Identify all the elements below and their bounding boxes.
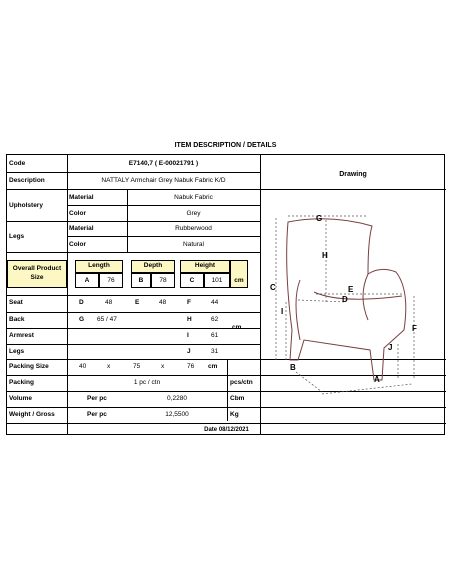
- packing-x1: x: [107, 363, 111, 370]
- weight-label: Weight / Gross: [9, 411, 55, 418]
- upholstery-label: Upholstery: [9, 202, 43, 209]
- g-letter: G: [79, 316, 85, 323]
- code-label: Code: [9, 160, 26, 167]
- c-letter: C: [189, 277, 195, 284]
- upholstery-material-label: Material: [69, 194, 94, 201]
- b-value: 78: [159, 277, 167, 284]
- description-value: NATTALY Armchair Grey Nabuk Fabric K/D: [101, 177, 226, 184]
- seat-label: Seat: [9, 299, 23, 306]
- i-value: 61: [211, 332, 219, 339]
- g-value: 65 / 47: [97, 316, 117, 323]
- weight-value: 12,5500: [165, 411, 189, 418]
- dim-line-b: [296, 372, 322, 392]
- overall-label-2: Size: [30, 274, 44, 281]
- volume-per: Per pc: [87, 395, 107, 402]
- divider: [7, 295, 260, 296]
- a-value: 76: [107, 277, 115, 284]
- depth-label: Depth: [143, 262, 163, 269]
- height-label: Height: [194, 262, 216, 269]
- i-letter: I: [187, 332, 189, 339]
- letter-a: A: [374, 375, 380, 384]
- armrest-label: Armrest: [9, 332, 34, 339]
- letter-j: J: [388, 343, 393, 352]
- letter-i: I: [281, 307, 284, 316]
- weight-per: Per pc: [87, 411, 107, 418]
- packing-size-label: Packing Size: [9, 363, 49, 370]
- volume-label: Volume: [9, 395, 32, 402]
- upholstery-color-label: Color: [69, 210, 86, 217]
- chair-seat: [314, 292, 402, 299]
- a-letter: A: [84, 277, 90, 284]
- upholstery-material: Nabuk Fabric: [174, 194, 213, 201]
- letter-g: G: [316, 214, 323, 223]
- c-value: 101: [211, 277, 223, 284]
- chair-arm-right: [363, 274, 368, 320]
- packing-height: 76: [187, 363, 195, 370]
- divider: [7, 312, 260, 313]
- divider: [7, 189, 260, 190]
- divider: [260, 155, 261, 434]
- overall-unit: cm: [234, 277, 244, 284]
- letter-h: H: [322, 251, 328, 260]
- chair-arm-left: [296, 280, 300, 340]
- code-value: E7140,7 ( E-00021791 ): [128, 160, 199, 167]
- drawing-label: Drawing: [339, 171, 367, 178]
- legs-material-label: Material: [69, 225, 94, 232]
- legs-color: Natural: [183, 241, 204, 248]
- legs-label: Legs: [9, 233, 25, 240]
- volume-unit: Cbm: [230, 395, 245, 402]
- d-value: 48: [105, 299, 113, 306]
- packing-x2: x: [161, 363, 165, 370]
- volume-value: 0,2280: [167, 395, 187, 402]
- legs-color-label: Color: [69, 241, 86, 248]
- packing-unit: pcs/ctn: [230, 379, 253, 386]
- j-value: 31: [211, 348, 219, 355]
- dim-line-d: [298, 300, 346, 302]
- j-letter: J: [187, 348, 191, 355]
- back-label: Back: [9, 316, 25, 323]
- armchair-drawing: [270, 210, 420, 410]
- divider: [7, 328, 260, 329]
- letter-e: E: [348, 285, 354, 294]
- packing-value: 1 pc / ctn: [133, 379, 161, 386]
- upholstery-color: Grey: [186, 210, 201, 217]
- length-label: Length: [88, 262, 110, 269]
- back-unit: cm: [232, 324, 242, 331]
- b-letter: B: [138, 277, 144, 284]
- divider: [260, 189, 446, 190]
- packing-width: 75: [133, 363, 141, 370]
- letter-c: C: [270, 283, 276, 292]
- dim-line-a: [322, 384, 412, 394]
- legs-dim-label: Legs: [9, 348, 25, 355]
- packing-length: 40: [79, 363, 87, 370]
- divider: [227, 359, 228, 421]
- divider: [7, 423, 446, 424]
- weight-unit: Kg: [230, 411, 239, 418]
- e-value: 48: [159, 299, 167, 306]
- legs-material: Rubberwood: [175, 225, 212, 232]
- letter-f: F: [412, 324, 417, 333]
- divider: [7, 172, 260, 173]
- packing-label: Packing: [9, 379, 34, 386]
- divider: [7, 252, 260, 253]
- packing-size-unit: cm: [208, 363, 218, 370]
- description-label: Description: [9, 177, 45, 184]
- e-letter: E: [135, 299, 140, 306]
- letter-b: B: [290, 363, 296, 372]
- f-value: 44: [211, 299, 219, 306]
- overall-label-1: Overall Product: [12, 265, 62, 272]
- letter-d: D: [342, 295, 348, 304]
- footer-date: Date 08/12/2021: [204, 427, 249, 433]
- d-letter: D: [79, 299, 84, 306]
- divider: [7, 221, 260, 222]
- divider: [67, 236, 260, 237]
- divider: [7, 344, 260, 345]
- divider: [67, 205, 260, 206]
- page-title: ITEM DESCRIPTION / DETAILS: [174, 142, 277, 149]
- f-letter: F: [187, 299, 191, 306]
- h-letter: H: [187, 316, 192, 323]
- h-value: 62: [211, 316, 219, 323]
